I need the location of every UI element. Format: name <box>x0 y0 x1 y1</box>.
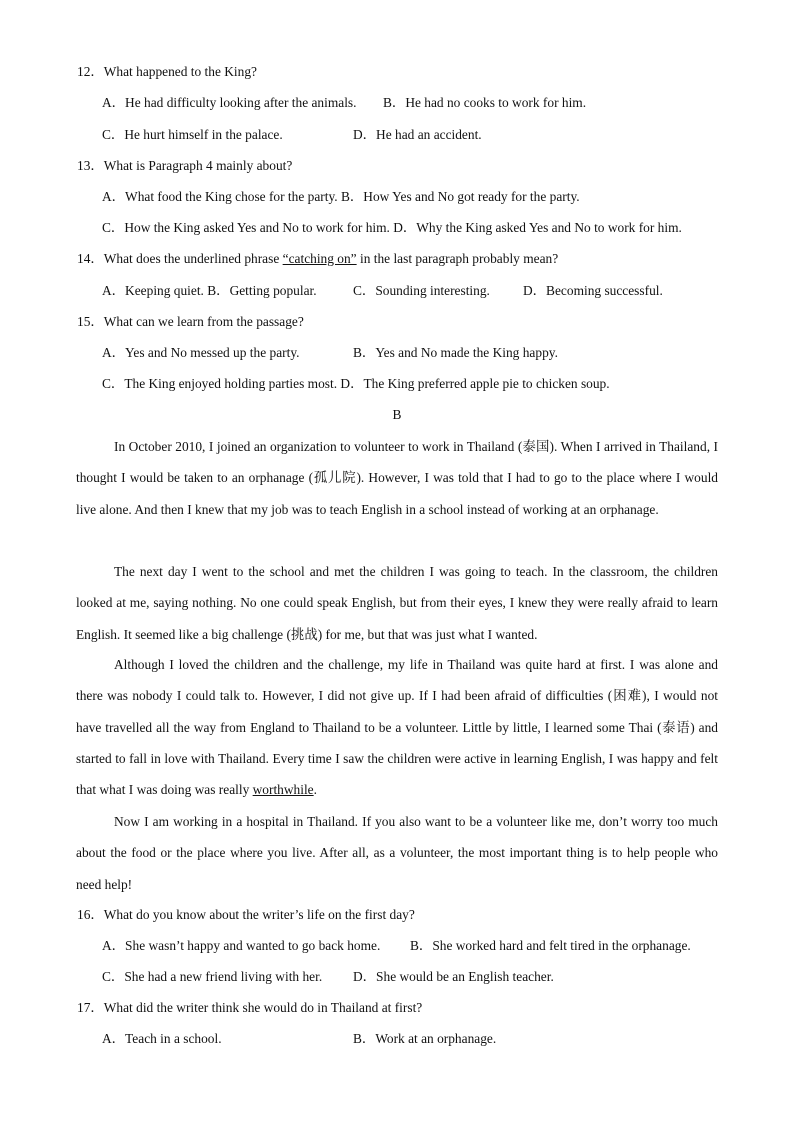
question-16-option-b: B．She worked hard and felt tired in the orphanage. <box>410 938 691 953</box>
passage-paragraph-4: Now I am working in a hospital in Thailand. If you also want to be a volunteer like me, don’t worry too much about the food or the place where you live. After all, as a volunteer, the most important thing is to help people who need help! <box>76 814 718 892</box>
question-14-options-ab: A．Keeping quiet. B．Getting popular. <box>102 283 317 298</box>
question-17-option-b: B．Work at an orphanage. <box>353 1031 497 1046</box>
question-12-option-d: D．He had an accident. <box>353 127 482 142</box>
question-17-stem: 17．What did the writer think she would do in Thailand at first? <box>77 1000 423 1015</box>
question-13-stem: 13．What is Paragraph 4 mainly about? <box>77 158 293 173</box>
question-17-option-a: A．Teach in a school. <box>102 1031 222 1046</box>
question-13-options-ab: A．What food the King chose for the party. B．How Yes and No got ready for the party. <box>102 189 580 204</box>
question-12-option-b: B．He had no cooks to work for him. <box>383 95 587 110</box>
question-15-option-a: A．Yes and No messed up the party. <box>102 345 300 360</box>
paragraph-3-end: . <box>313 782 317 798</box>
question-12-option-a: A．He had difficulty looking after the animals. <box>102 95 357 110</box>
question-14-option-d: D．Becoming successful. <box>523 283 663 298</box>
underlined-word-worthwhile: worthwhile <box>252 782 314 798</box>
question-16-option-c: C．She had a new friend living with her. <box>102 969 323 984</box>
question-16-option-d: D．She would be an English teacher. <box>353 969 554 984</box>
passage-paragraph-2: The next day I went to the school and met the children I was going to teach. In the classroom, the children looked at me, saying nothing. No one could speak English, but from their eyes, I knew they were really afraid to learn English. It seemed like a big challenge (挑战) for me, but that was just what I wanted. <box>76 564 718 642</box>
question-15-option-b: B．Yes and No made the King happy. <box>353 345 558 360</box>
question-16-option-a: A．She wasn’t happy and wanted to go back home. <box>102 938 381 953</box>
question-16-stem: 16．What do you know about the writer’s life on the first day? <box>77 907 415 922</box>
question-13-options-cd: C．How the King asked Yes and No to work for him. D．Why the King asked Yes and No to work for him. <box>102 220 682 235</box>
paragraph-3-text: Although I loved the children and the challenge, my life in Thailand was quite hard at first. I was alone and there was nobody I could talk to. However, I did not give up. If I had been afraid of difficulties (困难), I would not have travelled all the way from England to Thailand to be a volunteer. Little by little, I learned some Thai (泰语) and started to fall in love with Thailand. Every time I saw the children were active in learning English, I was happy and felt that what I was doing was really <box>76 657 718 798</box>
question-14-stem-before: 14．What does the underlined phrase <box>77 251 283 266</box>
question-14-stem <box>77 250 558 268</box>
question-14-stem-after: in the last paragraph probably mean? <box>356 251 559 266</box>
question-12-stem: 12．What happened to the King? <box>77 64 257 79</box>
passage-paragraph-3 <box>76 649 718 805</box>
question-15-options-cd: C．The King enjoyed holding parties most. D．The King preferred apple pie to chicken soup. <box>102 376 610 391</box>
passage-paragraph-1: In October 2010, I joined an organization to volunteer to work in Thailand (泰国). When I arrived in Thailand, I thought I would be taken to an orphanage (孤儿院). However, I was told that I had to go to the place where I would live alone. And then I knew that my job was to teach English in a school instead of working at an orphanage. <box>76 439 718 517</box>
underlined-phrase: “catching on” <box>282 251 357 266</box>
question-12-option-c: C．He hurt himself in the palace. <box>102 127 283 142</box>
question-15-stem: 15．What can we learn from the passage? <box>77 314 304 329</box>
section-b-heading: B <box>392 407 402 422</box>
question-14-option-c: C．Sounding interesting. <box>353 283 490 298</box>
